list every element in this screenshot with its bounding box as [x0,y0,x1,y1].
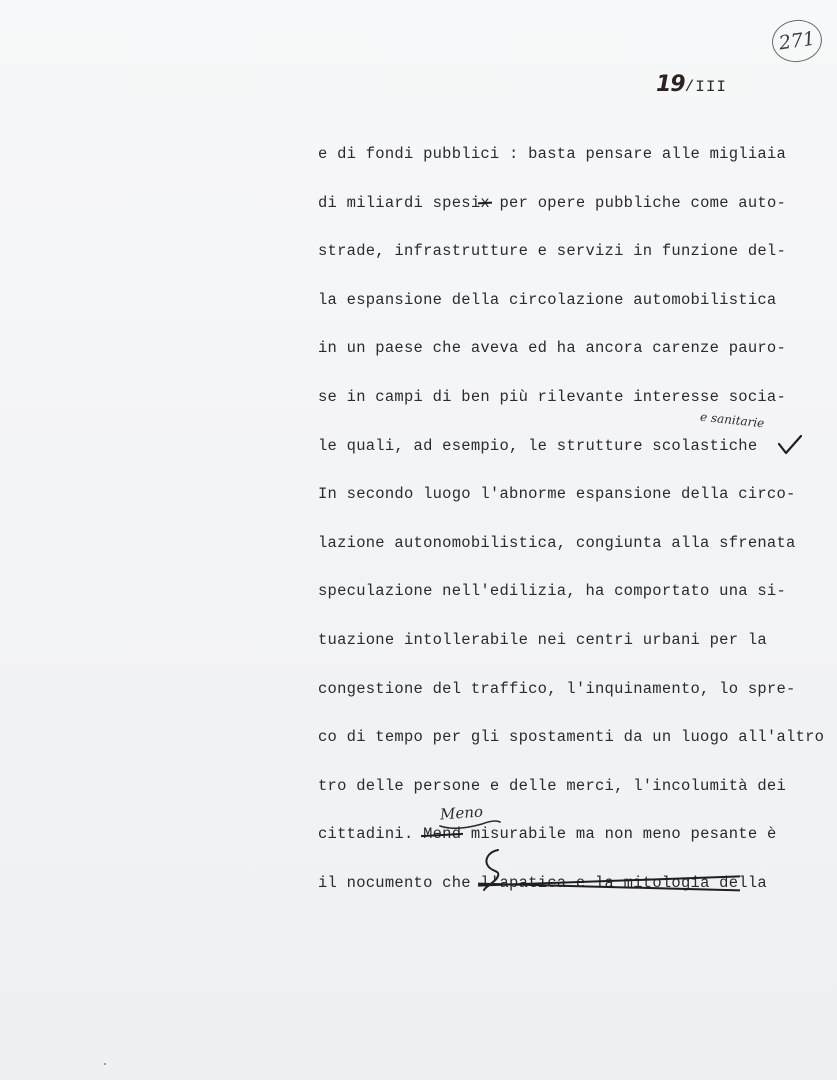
line-text: cittadini. [318,825,424,844]
line-text: il nocumento che [318,873,481,892]
text-line [318,627,824,676]
page-number-typed: /III [684,78,728,96]
line-text: co di tempo per gli spostamenti da un luogo all'altro [318,728,825,747]
line-text: se in campi di ben più rilevante interesse socia- [318,387,787,406]
line-text: tro delle persone e delle merci, l'incolumità dei [318,776,787,795]
line-text: strade, infrastrutture e servizi in funzione del- [318,242,787,261]
line-text: lla [738,873,767,892]
line-text: in un paese che aveva ed ha ancora carenze pauro- [318,339,787,358]
margin-mark [104,1063,106,1065]
text-line [318,287,824,336]
text-line [318,676,824,725]
text-line [318,773,824,822]
line-text: per opere pubbliche come auto- [489,193,787,212]
line-text: congestione del traffico, l'inquinamento, lo spre- [318,679,796,698]
text-line [318,190,824,239]
text-line [318,335,824,384]
line-text: lazione autonomobilistica, congiunta alla sfrenata [318,533,796,552]
text-line [318,433,824,482]
line-text: le quali, ad esempio, le strutture scolastiche [318,436,758,455]
text-line [318,238,824,287]
archive-number-stamp [769,17,824,66]
handwritten-annotation-sanitarie: e sanitarie [699,409,766,431]
line-text: e di fondi pubblici : basta pensare alle migliaia [318,145,787,163]
struck-text: Mend [423,821,461,847]
page-number [656,72,727,97]
text-line [318,578,824,627]
correction-flourish [438,818,502,830]
handwritten-correction-meno: Meno [439,802,484,824]
text-line [318,870,824,919]
line-text: tuazione intollerabile nei centri urbani per la [318,630,767,649]
struck-text: x [480,190,490,216]
typed-text-body [318,141,824,919]
text-line [318,141,824,190]
line-text: speculazione nell'edilizia, ha comportato una si- [318,582,787,601]
text-line [318,821,824,870]
handwritten-insertion-mark [480,846,508,892]
line-text: misurabile ma non meno pesante è [461,825,777,844]
insertion-check-mark [778,434,802,456]
page-number-handwritten: 19 [656,72,685,97]
line-text: la espansione della circolazione automobilistica [318,290,777,309]
line-text: di miliardi spesi [318,193,481,212]
text-line [318,724,824,773]
text-line [318,481,824,530]
archive-number: 271 [777,27,817,55]
text-line [318,530,824,579]
line-text: In secondo luogo l'abnorme espansione della circo- [318,485,796,504]
crossed-out-text: l'apatica e la mitologia de [480,870,738,896]
